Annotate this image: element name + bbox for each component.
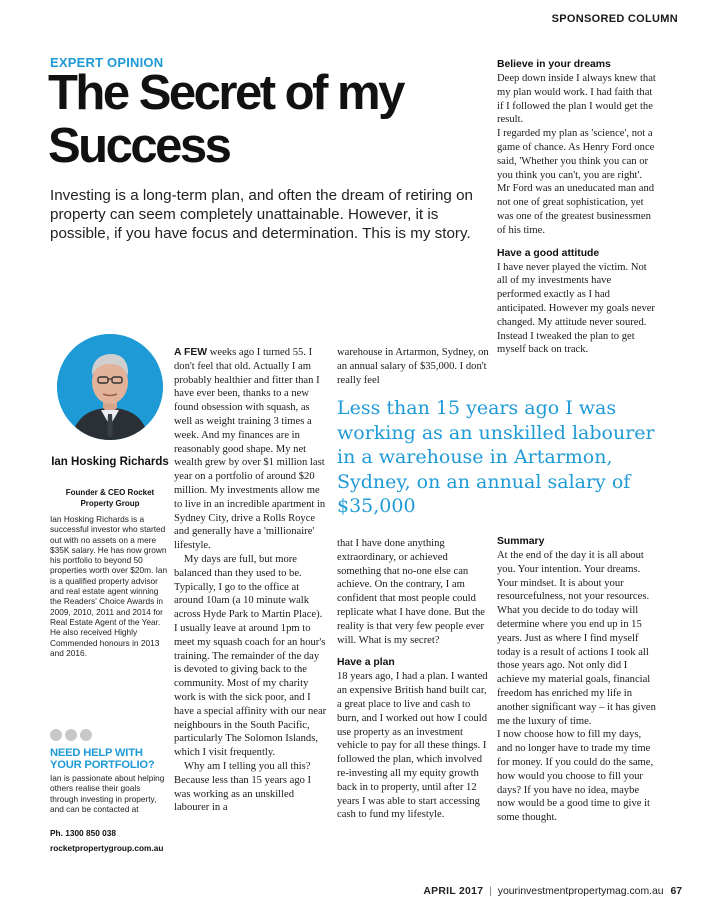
article-column-1 <box>174 346 328 815</box>
page-footer <box>423 886 682 897</box>
subheading: Believe in your dreams <box>497 59 611 70</box>
body-paragraph: I now choose how to fill my days, and no longer have to trade my time for money. If you could do the same, how would you choose to fill your days? If you have no idea, maybe now would be a good time to give it some thought. <box>497 729 654 824</box>
article-column-2 <box>337 537 489 822</box>
contact-phone: Ph. 1300 850 038 <box>50 828 116 838</box>
sidebar-text: Ian is passionate about helping others realise their goals through investing in property, and can be contacted at <box>50 773 165 814</box>
subheading: Summary <box>497 536 545 547</box>
article-kicker: EXPERT OPINION <box>50 55 164 70</box>
body-paragraph: warehouse in Artarmon, Sydney, on an annual salary of $35,000. I don't really feel <box>337 347 489 386</box>
body-paragraph: Deep down inside I always knew that my plan would work. I had faith that if I followed the plan I would get the result. <box>497 73 656 126</box>
author-bio: Ian Hosking Richards is a successful investor who started out with no assets on a mere $35K salary. He has now grown his portfolio to beyond 50 properties worth over $20m. Ian is a qualified property advisor and real estate agent winning the Readers' Choice Awards in 2009, 2010, 2011 and 2014 for Real Estate Agent of the Year. He also received Highly Commended honours in 2013 and 2016. <box>50 514 168 658</box>
article-column-3 <box>497 535 657 825</box>
pull-quote: Less than 15 years ago I was working as an unskilled labourer in a warehouse in Artarmon, Sydney, on an annual salary of $35,000 <box>337 397 655 517</box>
body-paragraph: At the end of the day it is all about you. Your intention. Your dreams. Your mindset. It is about your resourcefulness, not your resources. What you decide to do today will determine where you end up in 15 years. Just as where I find myself today is a result of actions I took all those years ago. Not only did I achieve my material goals, financial freedom has enriched my life in another significant way – it has given me the luxury of time. <box>497 550 656 727</box>
author-portrait <box>57 334 163 440</box>
author-name: Ian Hosking Richards <box>51 456 169 468</box>
body-paragraph: 18 years ago, I had a plan. I wanted an expensive British hand built car, a great place to live and cash to burn, and I worked out how I could use property as an investment vehicle to pay for all these things. I followed the plan, which involved re-investing all my equity growth back in to property, until after 12 years I was able to start accessing cash to fund my lifestyle. <box>337 671 488 821</box>
article-title: The Secret of my Success <box>48 66 403 173</box>
article-column-3-top <box>497 58 657 357</box>
lead-in: A FEW <box>174 347 208 358</box>
dot-icon <box>50 729 62 741</box>
subheading: Have a good attitude <box>497 247 600 259</box>
body-paragraph: Why am I telling you all this? Because less than 15 years ago I was working as an unskilled labourer in a <box>174 760 312 814</box>
issue-date: APRIL 2017 <box>423 886 484 897</box>
section-label: SPONSORED COLUMN <box>551 13 678 25</box>
body-paragraph: that I have done anything extraordinary, or achieved something that no-one else can achieve. On the contrary, I am confident that most people could replicate what I have done. But the reality is that very few people ever will. What is my secret? <box>337 538 485 646</box>
author-photo-illustration <box>57 334 163 440</box>
body-paragraph: I regarded my plan as 'science', not a game of chance. As Henry Ford once said, 'Whether you think you can or you think you can't, you are right'. Mr Ford was an uneducated man and not one of great sophistication, yet was one of the greatest businessmen of his time. <box>497 128 655 236</box>
dot-icon <box>80 729 92 741</box>
contact-website[interactable]: rocketpropertygroup.com.au <box>50 843 164 853</box>
body-paragraph <box>174 346 328 553</box>
paragraph-text: weeks ago I turned 55. I don't feel that old. Actually I am probably healthier and fitter than I have ever been, thanks to a new found obsession with squash, as well as weight training 3 times a week. And my finances are in reasonably good shape. My net wealth grew by over $1 million last year on a portfolio of around $20 million. My investments allow me to live in an incredible apartment in Sydney City, drive a Rolls Royce and generally have a 'millionaire' lifestyle. <box>174 347 326 552</box>
author-role: Founder & CEO Rocket Property Group <box>65 488 155 508</box>
sidebar-heading: NEED HELP WITH YOUR PORTFOLIO? <box>50 747 155 771</box>
article-standfirst: Investing is a long-term plan, and often the dream of retiring on property can seem completely unattainable. However, it is possible, if you have focus and determination. This is my story. <box>50 187 473 242</box>
subheading: Have a plan <box>337 657 395 669</box>
footer-website: yourinvestmentpropertymag.com.au <box>497 886 664 897</box>
footer-separator: | <box>489 886 492 897</box>
body-paragraph: I have never played the victim. Not all of my investments have performed exactly as I had anticipated. However my goals never changed. My attitude never soured. Instead I tweaked the plan to get myself back on track. <box>497 261 655 356</box>
page-number: 67 <box>670 886 682 897</box>
body-paragraph: My days are full, but more balanced than they used to be. Typically, I go to the office at around 10am (a 10 minute walk across Hyde Park to Martin Place). I usually leave at around 1pm to meet my squash coach for an hour's training. The remainder of the day is devoted to giving back to the community. Most of my charity work is with the sick poor, and I have a special affinity with our near neighbours in the South Pacific, particularly The Solomon Islands, which I visit frequently. <box>174 553 327 759</box>
dot-icon <box>65 729 77 741</box>
decorative-dots <box>50 728 100 740</box>
article-column-2-top <box>337 346 489 387</box>
